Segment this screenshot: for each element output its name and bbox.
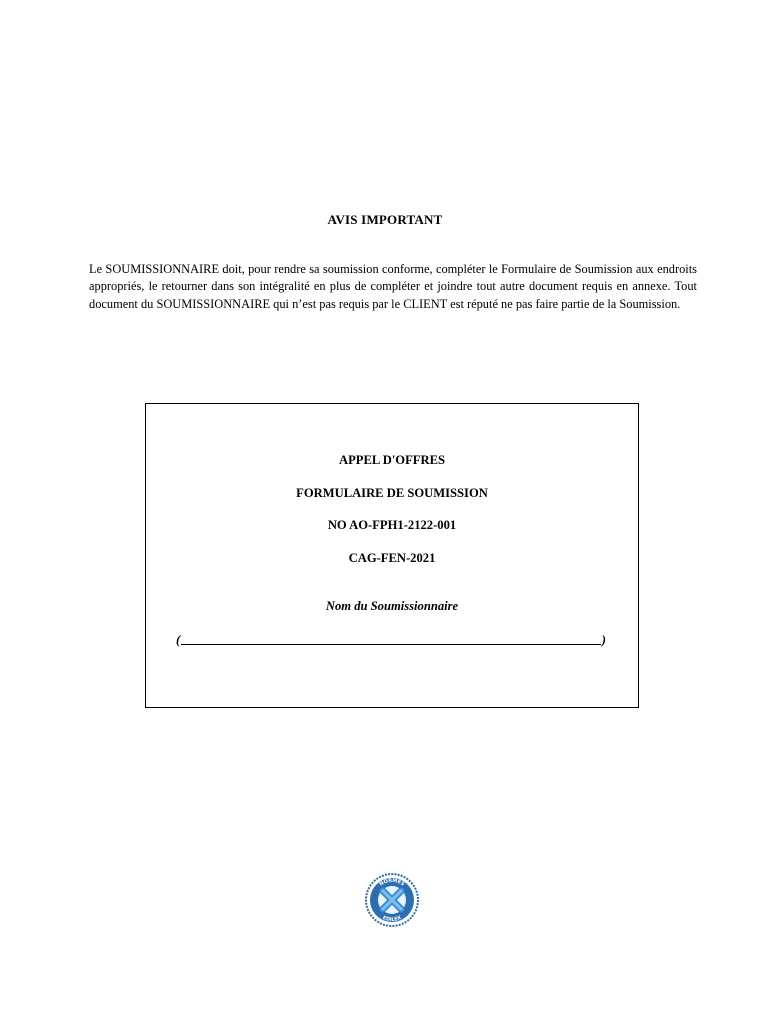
svg-text:EDILEX: EDILEX [381, 914, 403, 924]
paren-close: ) [601, 633, 606, 647]
svg-text:NORMES: NORMES [378, 877, 406, 888]
box-reference-code: CAG-FEN-2021 [348, 551, 436, 565]
bidder-name-field[interactable] [176, 631, 606, 648]
blank-line [181, 631, 601, 645]
notice-title: AVIS IMPORTANT [327, 212, 443, 227]
offer-box [145, 403, 639, 708]
edilex-seal-logo [364, 872, 420, 928]
notice-body: Le SOUMISSIONNAIRE doit, pour rendre sa soumission conforme, compléter le Formulaire de Soumission aux endroits appropriés, le retourner dans son intégralité en plus de compléter et joindre tout autre document requis en annexe. Tout document du SOUMISSIONNAIRE qui n’est pas requis par le CLIENT est réputé ne pas faire partie de la Soumission. [89, 262, 697, 311]
bidder-name-label: Nom du Soumissionnaire [325, 599, 459, 613]
box-reference-number: NO AO-FPH1-2122-001 [327, 518, 457, 532]
box-title-formulaire: FORMULAIRE DE SOUMISSION [296, 486, 488, 500]
paren-open: ( [176, 633, 181, 647]
box-title-appel: APPEL D'OFFRES [338, 453, 445, 467]
x-mark-seal-icon [364, 872, 420, 928]
